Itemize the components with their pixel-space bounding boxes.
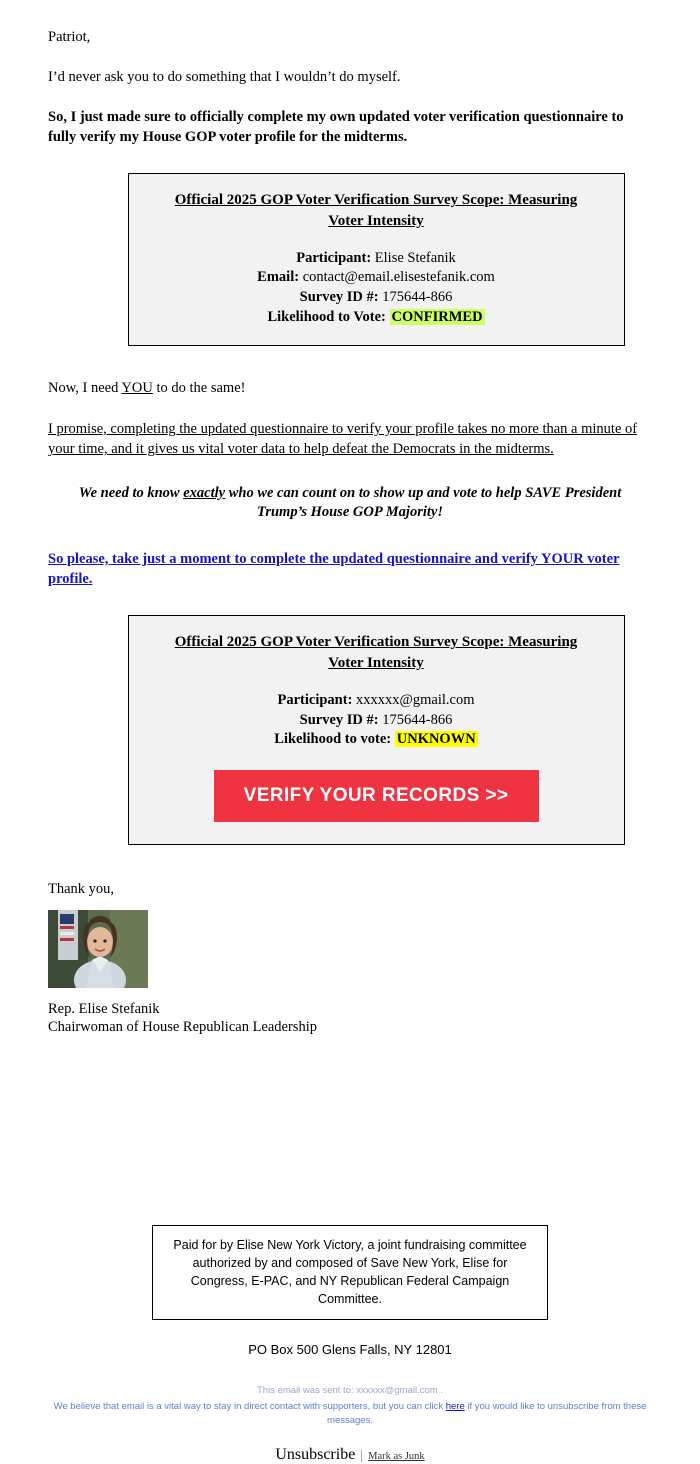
now-emphasis: YOU bbox=[121, 380, 153, 397]
email-label: Email: bbox=[257, 269, 300, 286]
signature-title: Chairwoman of House Republican Leadership bbox=[48, 1019, 317, 1036]
participant-row bbox=[143, 249, 610, 269]
promise-paragraph: I promise, completing the updated questionnaire to verify your profile takes no more than a minute of your time, and it gives us vital voter data to help defeat the Democrats in the midterms. bbox=[48, 421, 638, 458]
questionnaire-link[interactable]: So please, take just a moment to complete the updated questionnaire and verify YOUR voter profile. bbox=[48, 550, 620, 588]
now-suffix: to do the same! bbox=[152, 380, 246, 397]
avatar bbox=[48, 910, 148, 988]
participant-value: Elise Stefanik bbox=[374, 249, 456, 266]
participant-label: Participant: bbox=[296, 249, 372, 266]
thank-you-line: Thank you, bbox=[48, 880, 115, 897]
here-link[interactable]: here bbox=[445, 1400, 465, 1412]
po-box-address: PO Box 500 Glens Falls, NY 12801 bbox=[248, 1341, 452, 1357]
call-to-action-line bbox=[48, 380, 652, 397]
participant-value-2: xxxxxx@gmail.com bbox=[356, 691, 475, 708]
survey-box-unknown-wrapper bbox=[100, 615, 652, 844]
participant-label-2: Participant: bbox=[277, 691, 353, 708]
likelihood-row-2 bbox=[143, 730, 610, 750]
paid-for-disclaimer: Paid for by Elise New York Victory, a joint fundraising committee authorized by and composed of Save New York, Elise for Congress, E-PAC, and NY Republican Federal Campaign Committee. bbox=[152, 1225, 548, 1320]
mark-as-junk-link[interactable]: Mark as Junk bbox=[368, 1451, 425, 1462]
likelihood-badge-unknown: UNKNOWN bbox=[396, 731, 476, 748]
verification-statement: So, I just made sure to officially complete my own updated voter verification questionnaire to fully verify my House GOP voter profile for the midterms. bbox=[48, 109, 624, 145]
likelihood-label: Likelihood to Vote: bbox=[267, 308, 386, 325]
survey-title: Official 2025 GOP Voter Verification Survey Scope: Measuring Voter Intensity bbox=[174, 192, 578, 229]
intro-line: I’d never ask you to do something that I wouldn’t do myself. bbox=[48, 69, 401, 86]
likelihood-row bbox=[143, 308, 610, 328]
survey-box-confirmed-wrapper bbox=[100, 173, 652, 346]
survey-id-row bbox=[143, 288, 610, 308]
italic-post: who we can count on to show up and vote to help SAVE President Trump’s House GOP Majority! bbox=[225, 484, 622, 521]
survey-box-unknown bbox=[128, 615, 625, 844]
survey-id-row-2 bbox=[143, 711, 610, 731]
italic-appeal bbox=[48, 484, 652, 523]
italic-emphasis: exactly bbox=[183, 484, 226, 501]
unsubscribe-link[interactable]: Unsubscribe bbox=[275, 1446, 356, 1463]
greeting: Patriot, bbox=[48, 29, 91, 45]
survey-id-label: Survey ID #: bbox=[299, 289, 379, 305]
likelihood-label-2: Likelihood to vote: bbox=[274, 731, 392, 748]
survey-id-label-2: Survey ID #: bbox=[299, 711, 379, 728]
signature-name: Rep. Elise Stefanik bbox=[48, 1000, 160, 1017]
italic-pre: We need to know bbox=[78, 484, 184, 501]
now-prefix: Now, I need bbox=[48, 380, 122, 397]
survey-box-confirmed bbox=[128, 173, 625, 346]
likelihood-badge-confirmed: CONFIRMED bbox=[391, 308, 483, 325]
survey-id-value: 175644-866 bbox=[382, 289, 453, 305]
participant-row-2 bbox=[143, 691, 610, 711]
sent-to-line: This email was sent to: xxxxxx@gmail.com . bbox=[257, 1384, 443, 1396]
survey-id-value-2: 175644-866 bbox=[382, 711, 453, 728]
unsubscribe-row bbox=[0, 1446, 700, 1464]
footer-separator: | bbox=[360, 1448, 364, 1463]
consent-post: if you would like to unsubscribe from these messages. bbox=[327, 1400, 647, 1426]
survey-title-2: Official 2025 GOP Voter Verification Survey Scope: Measuring Voter Intensity bbox=[174, 634, 578, 671]
consent-pre: We believe that email is a vital way to stay in direct contact with supporters, but you can click bbox=[53, 1400, 446, 1412]
email-value: contact@email.elisestefanik.com bbox=[302, 269, 495, 286]
email-row bbox=[143, 268, 610, 288]
email-consent-note bbox=[0, 1400, 700, 1429]
email-footer bbox=[0, 1225, 700, 1464]
verify-your-records-button[interactable]: VERIFY YOUR RECORDS >> bbox=[214, 770, 539, 822]
